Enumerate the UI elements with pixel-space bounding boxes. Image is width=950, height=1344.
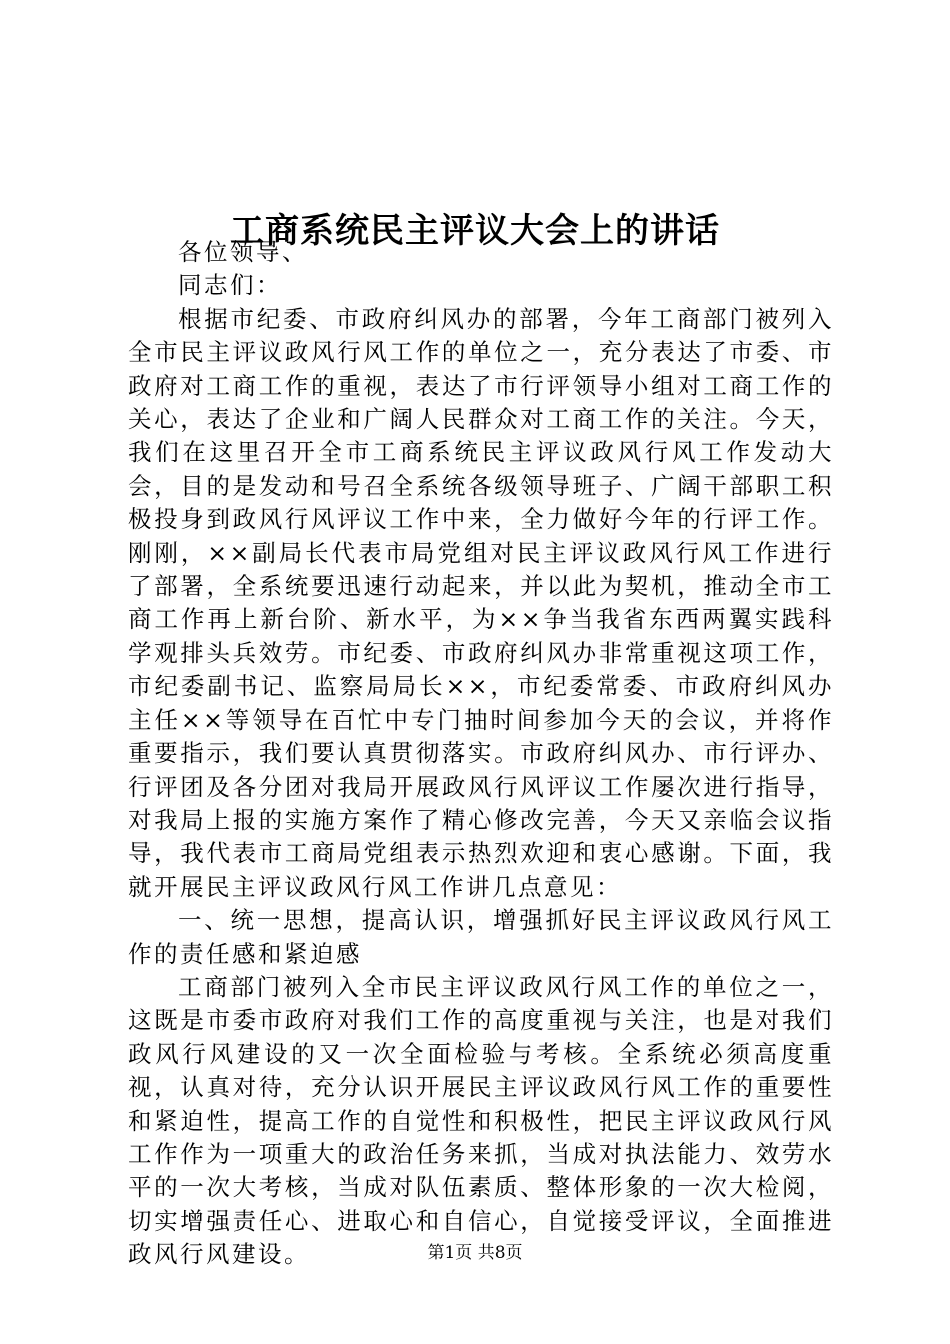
document-body [128,236,834,1272]
salutation-line-1: 各位领导、 [178,238,308,266]
salutation-line-2: 同志们： [178,271,282,300]
paragraph-section-1: 工商部门被列入全市民主评议政风行风工作的单位之一，这既是市委市政府对我们工作的高度重视与关注，也是对我们政风行风建设的又一次全面检验与考核。全系统必须高度重视，认真对待，充分认识开展民主评议政风行风工作的重要性和紧迫性，提高工作的自觉性和积极性，把民主评议政风行风工作作为一项重大的政治任务来抓，当成对执法能力、效劳水平的一次大考核，当成对队伍素质、整体形象的一次大检阅，切实增强责任心、进取心和自信心，自觉接受评议，全面推进政风行风建设。 [128,972,834,1269]
section-heading-1: 一、统一思想，提高认识，增强抓好民主评议政风行风工作的责任感和紧迫感 [128,906,834,968]
document-title: 工商系统民主评议大会上的讲话 [230,210,720,251]
paragraph-intro: 根据市纪委、市政府纠风办的部署，今年工商部门被列入全市民主评议政风行风工作的单位之一，充分表达了市委、市政府对工商工作的重视，表达了市行评领导小组对工商工作的关心，表达了企业和广阔人民群众对工商工作的关注。今天，我们在这里召开全市工商系统民主评议政风行风工作发动大会，目的是发动和号召全系统各级领导班子、广阔干部职工积极投身到政风行风评议工作中来，全力做好今年的行评工作。刚刚，××副局长代表市局党组对民主评议政风行风工作进行了部署，全系统要迅速行动起来，并以此为契机，推动全市工商工作再上新台阶、新水平，为××争当我省东西两翼实践科学观排头兵效劳。市纪委、市政府纠风办非常重视这项工作，市纪委副书记、监察局局长××，市纪委常委、市政府纠风办主任××等领导在百忙中专门抽时间参加今天的会议，并将作重要指示，我们要认真贯彻落实。市政府纠风办、市行评办、行评团及各分团对我局开展政风行风评议工作屡次进行指导，对我局上报的实施方案作了精心修改完善，今天又亲临会议指导，我代表市工商局党组表示热烈欢迎和衷心感谢。下面，我就开展民主评议政风行风工作讲几点意见： [128,304,834,901]
page-number-footer: 第1页 共8页 [427,1243,523,1263]
